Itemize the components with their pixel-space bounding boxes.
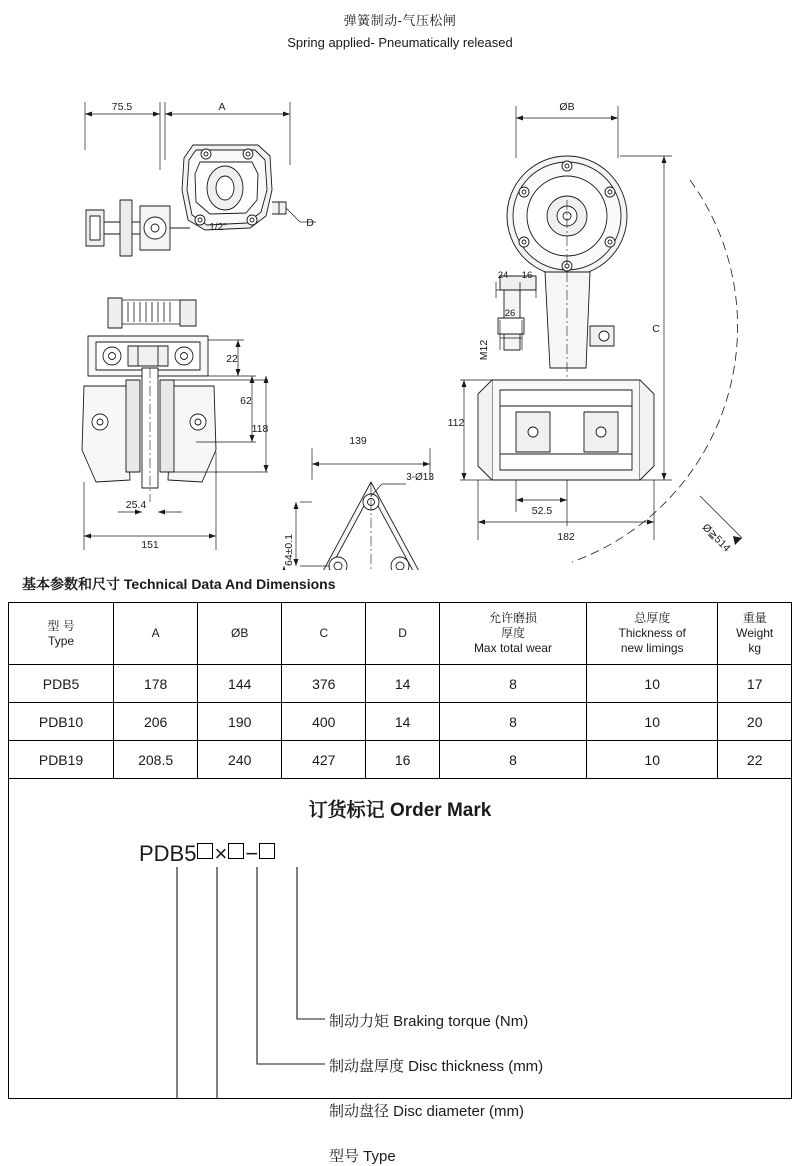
col-max-wear-en: Max total wear — [473, 641, 552, 655]
technical-drawing — [0, 50, 800, 570]
page-title-cn: 弹簧制动-气压松闸 — [343, 13, 457, 28]
col-thickness-cn: 总厚度 — [634, 611, 671, 625]
thread-M12: M12 — [478, 339, 490, 361]
col-thickness-en2: new limings — [620, 641, 684, 655]
drawing-svg — [0, 50, 800, 570]
cell-a: 206 — [114, 703, 198, 741]
table-row — [9, 665, 792, 703]
page-title-en: Spring applied- Pneumatically released — [287, 35, 513, 50]
dim-3-O13: 3-Ø13 — [406, 472, 434, 483]
order-legend-disc-thickness: 制动盘厚度 Disc thickness (mm) — [329, 1058, 544, 1075]
cell-ob: 240 — [198, 741, 282, 779]
dim-182: 182 — [557, 531, 575, 543]
dim-24: 24 — [497, 270, 509, 281]
dim-62: 62 — [240, 395, 252, 407]
cell-a: 178 — [114, 665, 198, 703]
dim-D: D — [306, 217, 314, 229]
dim-16: 16 — [521, 270, 533, 281]
order-code-prefix: PDB5 — [139, 841, 197, 866]
cell-type: PDB19 — [9, 741, 114, 779]
disc-diameter-note: Ø≧514 — [699, 521, 733, 555]
section-heading: 基本参数和尺寸 Technical Data And Dimensions — [22, 576, 336, 592]
col-max-wear — [439, 603, 586, 665]
col-weight — [718, 603, 792, 665]
cell-weight: 17 — [718, 665, 792, 703]
col-weight-en1: Weight — [736, 626, 774, 640]
col-max-wear-cn1: 允许磨损 — [488, 611, 537, 625]
dim-75-5: 75.5 — [111, 101, 133, 113]
dim-C: C — [652, 323, 660, 335]
cell-d: 14 — [366, 665, 440, 703]
dim-port-thread: 1/2" — [209, 222, 227, 233]
cell-d: 14 — [366, 703, 440, 741]
col-ob: ØB — [198, 603, 282, 665]
dim-OB: ØB — [559, 101, 575, 113]
cell-wear: 8 — [439, 741, 586, 779]
dim-64: 64±0.1 — [283, 533, 295, 567]
title-block — [0, 0, 800, 50]
col-a: A — [114, 603, 198, 665]
order-leader-lines — [9, 779, 793, 1099]
cell-thickness: 10 — [587, 741, 718, 779]
dim-52-5: 52.5 — [531, 505, 553, 517]
col-c: C — [282, 603, 366, 665]
order-mark-title: 订货标记 Order Mark — [308, 800, 492, 821]
cell-c: 376 — [282, 665, 366, 703]
cell-type: PDB10 — [9, 703, 114, 741]
cell-d: 16 — [366, 741, 440, 779]
order-code-sep-2: − — [245, 841, 259, 866]
dim-151: 151 — [141, 539, 159, 551]
cell-a: 208.5 — [114, 741, 198, 779]
dim-A: A — [218, 101, 226, 113]
dim-139: 139 — [349, 435, 367, 447]
col-weight-en2: kg — [748, 641, 762, 655]
table-body — [9, 665, 792, 779]
dim-118: 118 — [251, 423, 269, 435]
col-type — [9, 603, 114, 665]
col-thickness-en1: Thickness of — [618, 626, 686, 640]
cell-ob: 144 — [198, 665, 282, 703]
order-legend-disc-diameter: 制动盘径 Disc diameter (mm) — [329, 1103, 525, 1120]
cell-type: PDB5 — [9, 665, 114, 703]
order-legend-type: 型号 Type — [329, 1148, 396, 1165]
cell-wear: 8 — [439, 703, 586, 741]
dim-112: 112 — [447, 417, 465, 429]
cell-c: 400 — [282, 703, 366, 741]
col-thickness — [587, 603, 718, 665]
dim-25-4: 25.4 — [125, 499, 147, 511]
table-row — [9, 703, 792, 741]
technical-data-table-wrap — [0, 602, 800, 779]
table-row — [9, 741, 792, 779]
cell-c: 427 — [282, 741, 366, 779]
table-head — [9, 603, 792, 665]
col-type-cn: 型 号 — [47, 618, 75, 633]
cell-weight: 22 — [718, 741, 792, 779]
cell-thickness: 10 — [587, 665, 718, 703]
col-weight-cn: 重量 — [742, 611, 767, 625]
col-type-en: Type — [48, 633, 75, 648]
cell-wear: 8 — [439, 665, 586, 703]
cell-thickness: 10 — [587, 703, 718, 741]
col-max-wear-cn2: 厚度 — [500, 626, 525, 640]
cell-ob: 190 — [198, 703, 282, 741]
dim-26: 26 — [504, 308, 516, 319]
cell-weight: 20 — [718, 703, 792, 741]
order-code-sep-1: × — [214, 841, 228, 866]
dim-22: 22 — [226, 353, 238, 365]
order-mark-block — [8, 779, 792, 1165]
technical-data-table — [8, 602, 792, 779]
col-d: D — [366, 603, 440, 665]
table-header-row — [9, 603, 792, 665]
order-legend-braking-torque: 制动力矩 Braking torque (Nm) — [329, 1013, 529, 1030]
